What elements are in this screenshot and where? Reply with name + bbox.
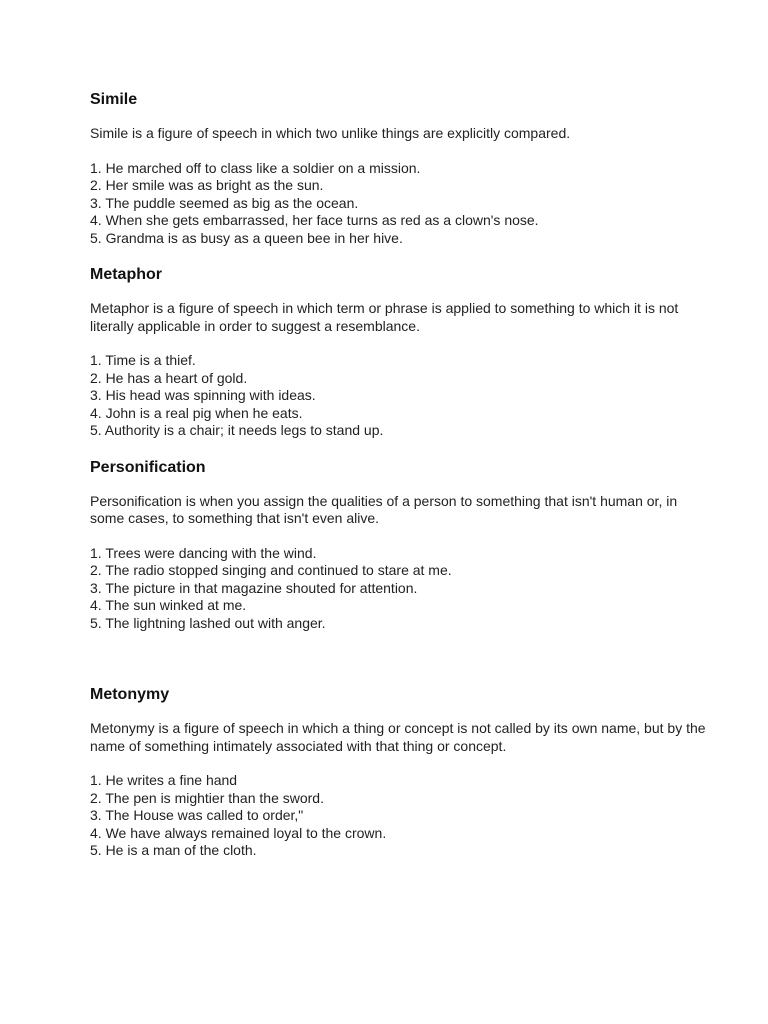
section-personification: [90, 458, 710, 633]
example-item: 5. Authority is a chair; it needs legs to stand up.: [90, 422, 384, 438]
example-item: 1. Time is a thief.: [90, 352, 196, 368]
section-metonymy: [90, 685, 710, 860]
document-page: [90, 90, 710, 860]
example-item: 1. He marched off to class like a soldier on a mission.: [90, 159, 421, 176]
example-item: 5. Grandma is as busy as a queen bee in her hive.: [90, 229, 403, 246]
examples-list: [90, 352, 710, 440]
example-item: 4. When she gets embarrassed, her face turns as red as a clown's nose.: [90, 212, 539, 228]
section-heading: Personification: [90, 458, 206, 476]
example-item: 5. He is a man of the cloth.: [90, 842, 257, 858]
examples-list: [90, 772, 710, 860]
section-heading: Metaphor: [90, 266, 162, 283]
example-item: 3. The puddle seemed as big as the ocean.: [90, 194, 359, 211]
section-definition: Metonymy is a figure of speech in which a thing or concept is not called by its own name, but by the name of something intimately associated with that thing or concept.: [90, 720, 706, 754]
example-item: 4. We have always remained loyal to the crown.: [90, 824, 387, 841]
example-item: 3. The House was called to order,": [90, 807, 304, 823]
examples-list: [90, 160, 710, 248]
section-definition: Simile is a figure of speech in which two unlike things are explicitly compared.: [90, 125, 571, 141]
example-item: 5. The lightning lashed out with anger.: [90, 614, 326, 631]
section-definition: Metaphor is a figure of speech in which term or phrase is applied to something to which it is not literally applicable in order to suggest a resemblance.: [90, 300, 679, 334]
example-item: 2. The radio stopped singing and continued to stare at me.: [90, 562, 452, 578]
example-item: 3. His head was spinning with ideas.: [90, 387, 316, 403]
section-metaphor: [90, 265, 710, 440]
section-spacer: [90, 440, 710, 458]
section-spacer: [90, 632, 710, 685]
section-simile: [90, 90, 710, 247]
example-item: 2. The pen is mightier than the sword.: [90, 789, 324, 806]
example-item: 3. The picture in that magazine shouted for attention.: [90, 579, 418, 596]
example-item: 2. He has a heart of gold.: [90, 369, 248, 386]
example-item: 1. Trees were dancing with the wind.: [90, 544, 317, 561]
example-item: 4. The sun winked at me.: [90, 597, 247, 613]
section-heading: Simile: [90, 91, 138, 108]
examples-list: [90, 545, 710, 633]
example-item: 1. He writes a fine hand: [90, 772, 238, 788]
section-spacer: [90, 247, 710, 265]
section-heading: Metonymy: [90, 686, 170, 703]
section-definition: Personification is when you assign the qualities of a person to something that isn't human or, in some cases, to something that isn't even alive.: [90, 492, 678, 526]
example-item: 4. John is a real pig when he eats.: [90, 404, 303, 421]
example-item: 2. Her smile was as bright as the sun.: [90, 177, 324, 193]
